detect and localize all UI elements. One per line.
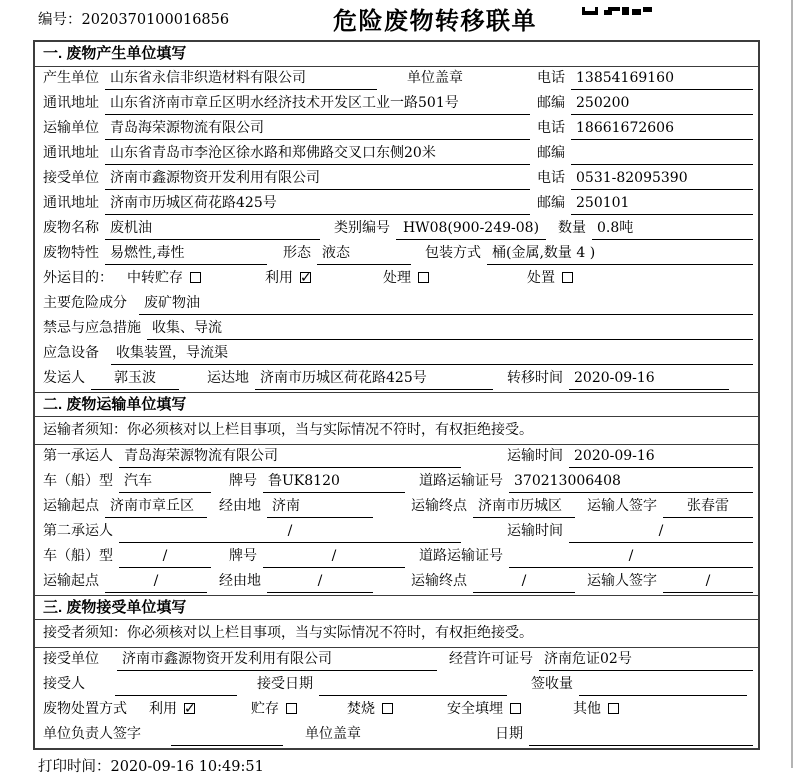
- receiver-phone-label: 电话: [537, 170, 565, 186]
- receiver-zip-value: 250101: [571, 192, 753, 215]
- producer-stamp-label: 单位盖章: [407, 70, 463, 86]
- license-label: 经营许可证号: [449, 651, 533, 667]
- option-label: 处置: [527, 270, 555, 286]
- transporter-phone-value: 18661672606: [571, 117, 753, 140]
- transport-time2-value: /: [569, 520, 753, 543]
- route2-row: [35, 570, 758, 595]
- emergency-equipment-label: 应急设备: [43, 345, 99, 361]
- shipper-value: 郭玉波: [91, 367, 179, 390]
- disposal-option-other: [573, 698, 619, 720]
- transporter-row: [35, 117, 758, 142]
- purpose-option-transfer-storage: [127, 267, 201, 289]
- receiver-row: [35, 167, 758, 192]
- document-header: [33, 0, 760, 40]
- checkbox-disposal-other-icon: [608, 703, 619, 714]
- accept-unit-row: [35, 648, 758, 673]
- origin1-label: 运输起点: [43, 498, 99, 514]
- sign2-label: 运输人签字: [587, 573, 657, 589]
- checkbox-disposal-landfill-icon: [510, 703, 521, 714]
- option-label: 处理: [383, 270, 411, 286]
- via2-value: /: [267, 570, 373, 593]
- receiver-value: 济南市鑫源物资开发利用有限公司: [105, 167, 530, 190]
- emergency-equipment-value: 收集装置，导流渠: [111, 342, 753, 365]
- taboo-measures-value: 收集、导流: [147, 317, 753, 340]
- checkbox-treat-icon: [418, 272, 429, 283]
- producer-address-label: 通讯地址: [43, 95, 99, 111]
- accept-unit-label: 接受单位: [43, 651, 99, 667]
- destination-label: 运达地: [207, 370, 249, 386]
- date-label: 日期: [495, 726, 523, 742]
- option-label: 利用: [265, 270, 293, 286]
- document-number: [38, 8, 229, 29]
- taboo-measures-label: 禁忌与应急措施: [43, 320, 141, 336]
- road-permit2-value: /: [509, 545, 753, 568]
- option-label: 贮存: [251, 701, 279, 717]
- checkbox-dispose-icon: [562, 272, 573, 283]
- transporter-value: 青岛海荣源物流有限公司: [105, 117, 530, 140]
- license-value: 济南危证02号: [539, 648, 753, 671]
- second-carrier-label: 第二承运人: [43, 523, 113, 539]
- accept-date-value: [319, 673, 507, 696]
- print-time-value: 2020-09-16 10:49:51: [110, 759, 264, 775]
- origin1-value: 济南市章丘区: [105, 495, 207, 518]
- print-time: [33, 755, 760, 776]
- transporter-zip-label: 邮编: [537, 145, 565, 161]
- disposal-method-row: [35, 698, 758, 723]
- checkbox-transfer-storage-icon: [190, 272, 201, 283]
- producer-value: 山东省永信非织造材料有限公司: [105, 67, 377, 90]
- form-value: 液态: [317, 242, 411, 265]
- transporter-phone-label: 电话: [537, 120, 565, 136]
- quantity-label: 数量: [558, 220, 586, 236]
- emergency-equipment-row: [35, 342, 758, 367]
- vehicle2-value: /: [119, 545, 211, 568]
- road-permit1-label: 道路运输证号: [419, 473, 503, 489]
- plate1-value: 鲁UK8120: [263, 470, 405, 493]
- waste-name-value: 废机油: [105, 217, 320, 240]
- transporter-address-row: [35, 142, 758, 167]
- route1-row: [35, 495, 758, 520]
- receiver-notice: 接受者须知：你必须核对以上栏目事项，当与实际情况不符时，有权拒绝接受。: [35, 620, 758, 648]
- waste-name-row: [35, 217, 758, 242]
- qr-code-fragment: [582, 0, 652, 19]
- transport-purpose-label: 外运目的：: [43, 270, 113, 286]
- taboo-measures-row: [35, 317, 758, 342]
- purpose-option-treat: [383, 267, 429, 289]
- waste-name-label: 废物名称: [43, 220, 99, 236]
- checkbox-disposal-storage-icon: [286, 703, 297, 714]
- section3-header: 三. 废物接受单位填写: [35, 595, 758, 620]
- first-carrier-label: 第一承运人: [43, 448, 113, 464]
- acceptor-row: [35, 673, 758, 698]
- page-right-edge: [791, 0, 793, 768]
- plate1-label: 牌号: [229, 473, 257, 489]
- producer-phone-value: 13854169160: [571, 67, 753, 90]
- checkbox-disposal-incinerate-icon: [382, 703, 393, 714]
- disposal-option-utilize: [149, 698, 195, 720]
- hazard-component-label: 主要危险成分: [43, 295, 127, 311]
- receiver-address-value: 济南市历城区荷花路425号: [105, 192, 530, 215]
- category-label: 类别编号: [334, 220, 390, 236]
- producer-zip-value: 250200: [571, 92, 753, 115]
- responsible-sign-value: [171, 723, 283, 746]
- checkbox-disposal-utilize-icon: [184, 703, 195, 714]
- transporter-label: 运输单位: [43, 120, 99, 136]
- shipper-row: [35, 367, 758, 392]
- packaging-label: 包装方式: [425, 245, 481, 261]
- receiver-label: 接受单位: [43, 170, 99, 186]
- sign2-value: /: [663, 570, 753, 593]
- plate2-label: 牌号: [229, 548, 257, 564]
- producer-address-value: 山东省济南市章丘区明水经济技术开发区工业一路501号: [105, 92, 530, 115]
- road-permit2-label: 道路运输证号: [419, 548, 503, 564]
- form-label: 形态: [283, 245, 311, 261]
- hazard-component-row: [35, 292, 758, 317]
- responsible-sign-label: 单位负责人签字: [43, 726, 141, 742]
- receiver-address-row: [35, 192, 758, 217]
- disposal-option-storage: [251, 698, 297, 720]
- category-value: HW08(900-249-08): [396, 217, 546, 240]
- road-permit1-value: 370213006408: [509, 470, 753, 493]
- print-time-label: 打印时间：: [38, 759, 111, 775]
- manifest-form: [33, 40, 760, 776]
- disposal-method-label: 废物处置方式: [43, 701, 127, 717]
- producer-label: 产生单位: [43, 70, 99, 86]
- producer-address-row: [35, 92, 758, 117]
- checkbox-utilize-icon: [300, 272, 311, 283]
- accept-date-label: 接受日期: [257, 676, 313, 692]
- shipper-label: 发运人: [43, 370, 85, 386]
- hazard-component-value: 废矿物油: [139, 292, 753, 315]
- destination-value: 济南市历城区荷花路425号: [255, 367, 493, 390]
- option-label: 其他: [573, 701, 601, 717]
- receiver-phone-value: 0531-82095390: [571, 167, 753, 190]
- responsible-sign-row: [35, 723, 758, 748]
- sign1-label: 运输人签字: [587, 498, 657, 514]
- section1-header: 一. 废物产生单位填写: [35, 42, 758, 67]
- transfer-time-label: 转移时间: [507, 370, 563, 386]
- sign1-value: 张春雷: [663, 495, 753, 518]
- transporter-address-value: 山东省青岛市李沧区徐水路和郑佛路交叉口东侧20米: [105, 142, 530, 165]
- date-value: [529, 723, 753, 746]
- acceptor-label: 接受人: [43, 676, 85, 692]
- sign-quantity-value: [579, 673, 747, 696]
- vehicle1-label: 车（船）型: [43, 473, 113, 489]
- sign-quantity-label: 签收量: [531, 676, 573, 692]
- vehicle1-value: 汽车: [119, 470, 211, 493]
- first-carrier-row: [35, 445, 758, 470]
- transporter-address-label: 通讯地址: [43, 145, 99, 161]
- via1-label: 经由地: [219, 498, 261, 514]
- end1-value: 济南市历城区: [473, 495, 575, 518]
- via2-label: 经由地: [219, 573, 261, 589]
- option-label: 焚烧: [347, 701, 375, 717]
- transporter-zip-value: [571, 142, 753, 165]
- transport-purpose-row: [35, 267, 758, 292]
- form-table: [33, 40, 760, 750]
- end2-value: /: [473, 570, 575, 593]
- packaging-value: 桶(金属,数量 4 ): [487, 242, 753, 265]
- waste-traits-row: [35, 242, 758, 267]
- option-label: 安全填埋: [447, 701, 503, 717]
- receiver-zip-label: 邮编: [537, 195, 565, 211]
- producer-phone-label: 电话: [537, 70, 565, 86]
- producer-zip-label: 邮编: [537, 95, 565, 111]
- transport-time2-label: 运输时间: [507, 523, 563, 539]
- vehicle2-row: [35, 545, 758, 570]
- option-label: 利用: [149, 701, 177, 717]
- producer-row: [35, 67, 758, 92]
- origin2-label: 运输起点: [43, 573, 99, 589]
- quantity-value: 0.8吨: [592, 217, 753, 240]
- purpose-option-utilize: [265, 267, 311, 289]
- transport-time1-value: 2020-09-16: [569, 445, 753, 468]
- option-label: 中转贮存: [127, 270, 183, 286]
- second-carrier-row: [35, 520, 758, 545]
- via1-value: 济南: [267, 495, 373, 518]
- page-title: 危险废物转移联单: [333, 8, 537, 35]
- receiver-address-label: 通讯地址: [43, 195, 99, 211]
- acceptor-value: [115, 673, 237, 696]
- waste-traits-label: 废物特性: [43, 245, 99, 261]
- end2-label: 运输终点: [411, 573, 467, 589]
- disposal-option-landfill: [447, 698, 521, 720]
- transporter-notice: 运输者须知：你必须核对以上栏目事项，当与实际情况不符时，有权拒绝接受。: [35, 417, 758, 445]
- document-number-value: 2020370100016856: [81, 12, 230, 28]
- vehicle1-row: [35, 470, 758, 495]
- plate2-value: /: [263, 545, 405, 568]
- second-carrier-value: /: [119, 520, 461, 543]
- transport-time1-label: 运输时间: [507, 448, 563, 464]
- origin2-value: /: [105, 570, 207, 593]
- accept-unit-value: 济南市鑫源物资开发利用有限公司: [117, 648, 437, 671]
- section2-header: 二. 废物运输单位填写: [35, 392, 758, 417]
- transfer-time-value: 2020-09-16: [569, 367, 729, 390]
- waste-traits-value: 易燃性,毒性: [105, 242, 267, 265]
- unit-stamp-label: 单位盖章: [305, 726, 361, 742]
- vehicle2-label: 车（船）型: [43, 548, 113, 564]
- disposal-option-incinerate: [347, 698, 393, 720]
- document-number-label: 编号：: [38, 12, 82, 28]
- first-carrier-value: 青岛海荣源物流有限公司: [119, 445, 461, 468]
- end1-label: 运输终点: [411, 498, 467, 514]
- purpose-option-dispose: [527, 267, 573, 289]
